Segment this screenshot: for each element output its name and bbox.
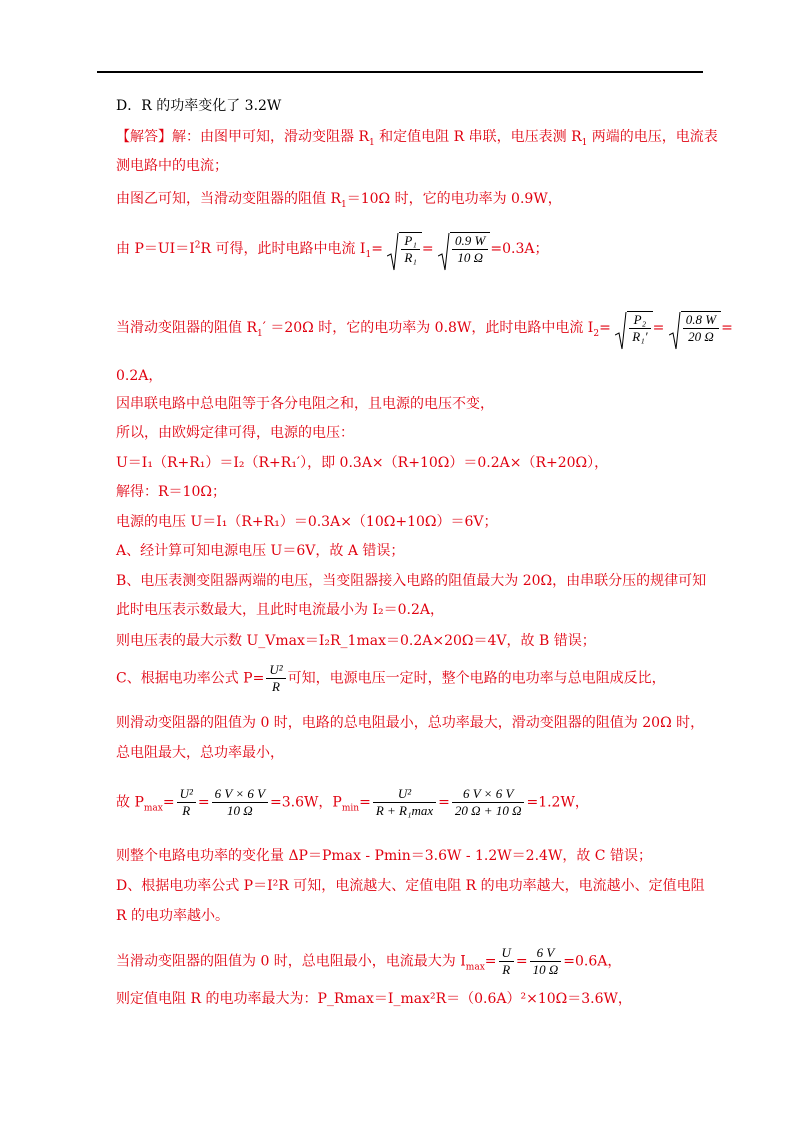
text: = [599, 320, 611, 336]
sup: 2 [194, 240, 201, 251]
sub: 1 [369, 137, 375, 148]
sqrt-formula [615, 311, 652, 345]
text: = [438, 794, 450, 811]
text: = [652, 320, 665, 336]
numerator: 0.8 W [683, 312, 719, 329]
answer-line-16 [116, 662, 666, 695]
answer-line-15: 则电压表的最大示数 U_Vmax＝I₂R_1max＝0.2A×20Ω＝4V，故 B 错误； [116, 633, 596, 649]
fraction [212, 786, 268, 819]
answer-line-11: 电源的电压 U＝I₁（R+R₁）＝0.3A×（10Ω+10Ω）＝6V； [116, 514, 498, 530]
denominator: R [502, 962, 511, 977]
answer-line-22: R 的电功率越小。 [116, 908, 229, 924]
answer-line-7: 因串联电路中总电阻等于各分电阻之和，且电源的电压不变， [116, 396, 494, 412]
text: 当滑动变阻器的阻值为 0 时，总电阻最小，电流最大为 I [116, 953, 466, 970]
answer-line-3 [116, 189, 562, 215]
text: = [371, 241, 383, 257]
text: = [197, 794, 210, 811]
sub: min [341, 803, 360, 814]
answer-line-24: 则定值电阻 R 的电功率最大为：P_Rmax＝I_max²R＝（0.6A）²×10Ω＝3.6W， [116, 991, 632, 1007]
answer-line-23 [116, 945, 621, 978]
text: = [515, 953, 528, 970]
text: =3.6W，P [270, 794, 342, 811]
answer-line-6: 0.2A， [116, 368, 163, 384]
header-rule [97, 71, 703, 73]
numerator: U [499, 945, 514, 962]
fraction [452, 786, 525, 819]
text: 故 P [116, 794, 144, 811]
sub: 1 [365, 249, 372, 260]
text: 当滑动变阻器的阻值 R [116, 320, 257, 336]
text: =1.2W， [526, 794, 589, 811]
denominator: R + R₁max [375, 803, 434, 818]
numerator: P₂ [629, 312, 650, 329]
answer-line-19 [116, 786, 589, 819]
text: 可知，电源电压一定时，整个电路的电功率与总电阻成反比， [287, 670, 666, 687]
answer-line-21: D、根据电功率公式 P＝I²R 可知，电流越大、定值电阻 R 的电功率越大，电流越小、定值电阻 [116, 878, 705, 894]
numerator: 6 V [530, 945, 562, 962]
numerator: U² [177, 786, 196, 803]
answer-line-1 [116, 127, 718, 153]
sub: max [465, 962, 485, 973]
text: C、根据电功率公式 P= [116, 670, 265, 687]
numerator: U² [266, 662, 285, 679]
denominator: 10 Ω [227, 803, 253, 818]
denominator: R₁ [404, 250, 417, 265]
fraction [499, 945, 514, 978]
sub: 1 [341, 199, 347, 210]
answer-line-5 [116, 311, 733, 345]
sub: 1 [581, 137, 588, 148]
numerator: 0.9 W [452, 233, 488, 250]
fraction [530, 945, 562, 978]
answer-line-4 [116, 232, 548, 266]
text: 两端的电压，电流表 [587, 129, 718, 145]
answer-line-20: 则整个电路电功率的变化量 ΔP＝Pmax - Pmin＝3.6W - 1.2W＝2.4W，故 C 错误； [116, 848, 652, 864]
numerator: 6 V × 6 V [452, 786, 525, 803]
text: ′ ＝20Ω 时，它的电功率为 0.8W，此时电路中电流 I [262, 320, 594, 336]
answer-line-14: 此时电压表示数最大，且此时电流最小为 I₂＝0.2A， [116, 602, 444, 618]
answer-line-17: 则滑动变阻器的阻值为 0 时，电路的总电阻最小，总功率最大，滑动变阻器的阻值为 20Ω 时， [116, 715, 705, 731]
text: = [359, 794, 371, 811]
text: = [162, 794, 175, 811]
text: = [421, 241, 434, 257]
text: =0.3A； [490, 241, 549, 257]
sub: 1 [257, 328, 263, 339]
denominator: R [182, 803, 191, 818]
answer-line-12: A、经计算可知电源电压 U＝6V，故 A 错误； [116, 543, 405, 559]
fraction [373, 786, 436, 819]
numerator: P₁ [401, 233, 419, 250]
text: =0.6A， [563, 953, 622, 970]
denominator: 10 Ω [457, 250, 484, 265]
text: 和定值电阻 R 串联，电压表测 R [374, 129, 582, 145]
text: = [484, 953, 497, 970]
fraction [177, 786, 196, 819]
option-d: D．R 的功率变化了 3.2W [116, 98, 282, 114]
denominator: R [271, 679, 280, 694]
answer-line-10: 解得：R＝10Ω； [116, 484, 226, 500]
answer-line-18: 总电阻最大，总功率最小， [116, 745, 284, 761]
answer-line-2: 测电路中的电流； [116, 158, 228, 174]
text: ＝10Ω 时，它的电功率为 0.9W， [346, 191, 562, 207]
denominator: 20 Ω + 10 Ω [454, 803, 522, 818]
text: R 可得，此时电路中电流 I [200, 241, 366, 257]
sqrt-formula [669, 311, 721, 345]
text: = [721, 320, 733, 336]
numerator: 6 V × 6 V [212, 786, 268, 803]
answer-line-8: 所以，由欧姆定律可得，电源的电压： [116, 425, 354, 441]
answer-line-13: B、电压表测变阻器两端的电压，当变阻器接入电路的阻值最大为 20Ω，由串联分压的规律可知 [116, 573, 707, 589]
sub: 2 [593, 328, 600, 339]
denominator: R₁′ [632, 329, 648, 344]
answer-line-9: U＝I₁（R+R₁）＝I₂（R+R₁′），即 0.3A×（R+10Ω）＝0.2A×（R+20Ω）， [116, 455, 609, 471]
sqrt-formula [387, 232, 421, 266]
denominator: 20 Ω [688, 329, 714, 344]
answer-tag: 【解答】 [116, 129, 172, 145]
fraction [266, 662, 285, 695]
denominator: 10 Ω [532, 962, 559, 977]
numerator: U² [373, 786, 436, 803]
sqrt-formula [438, 232, 490, 266]
text: 由 P＝UI＝I [116, 241, 195, 257]
text: 由图乙可知，当滑动变阻器的阻值 R [116, 191, 341, 207]
sub: max [143, 803, 163, 814]
text: 解：由图甲可知，滑动变阻器 R [172, 129, 369, 145]
